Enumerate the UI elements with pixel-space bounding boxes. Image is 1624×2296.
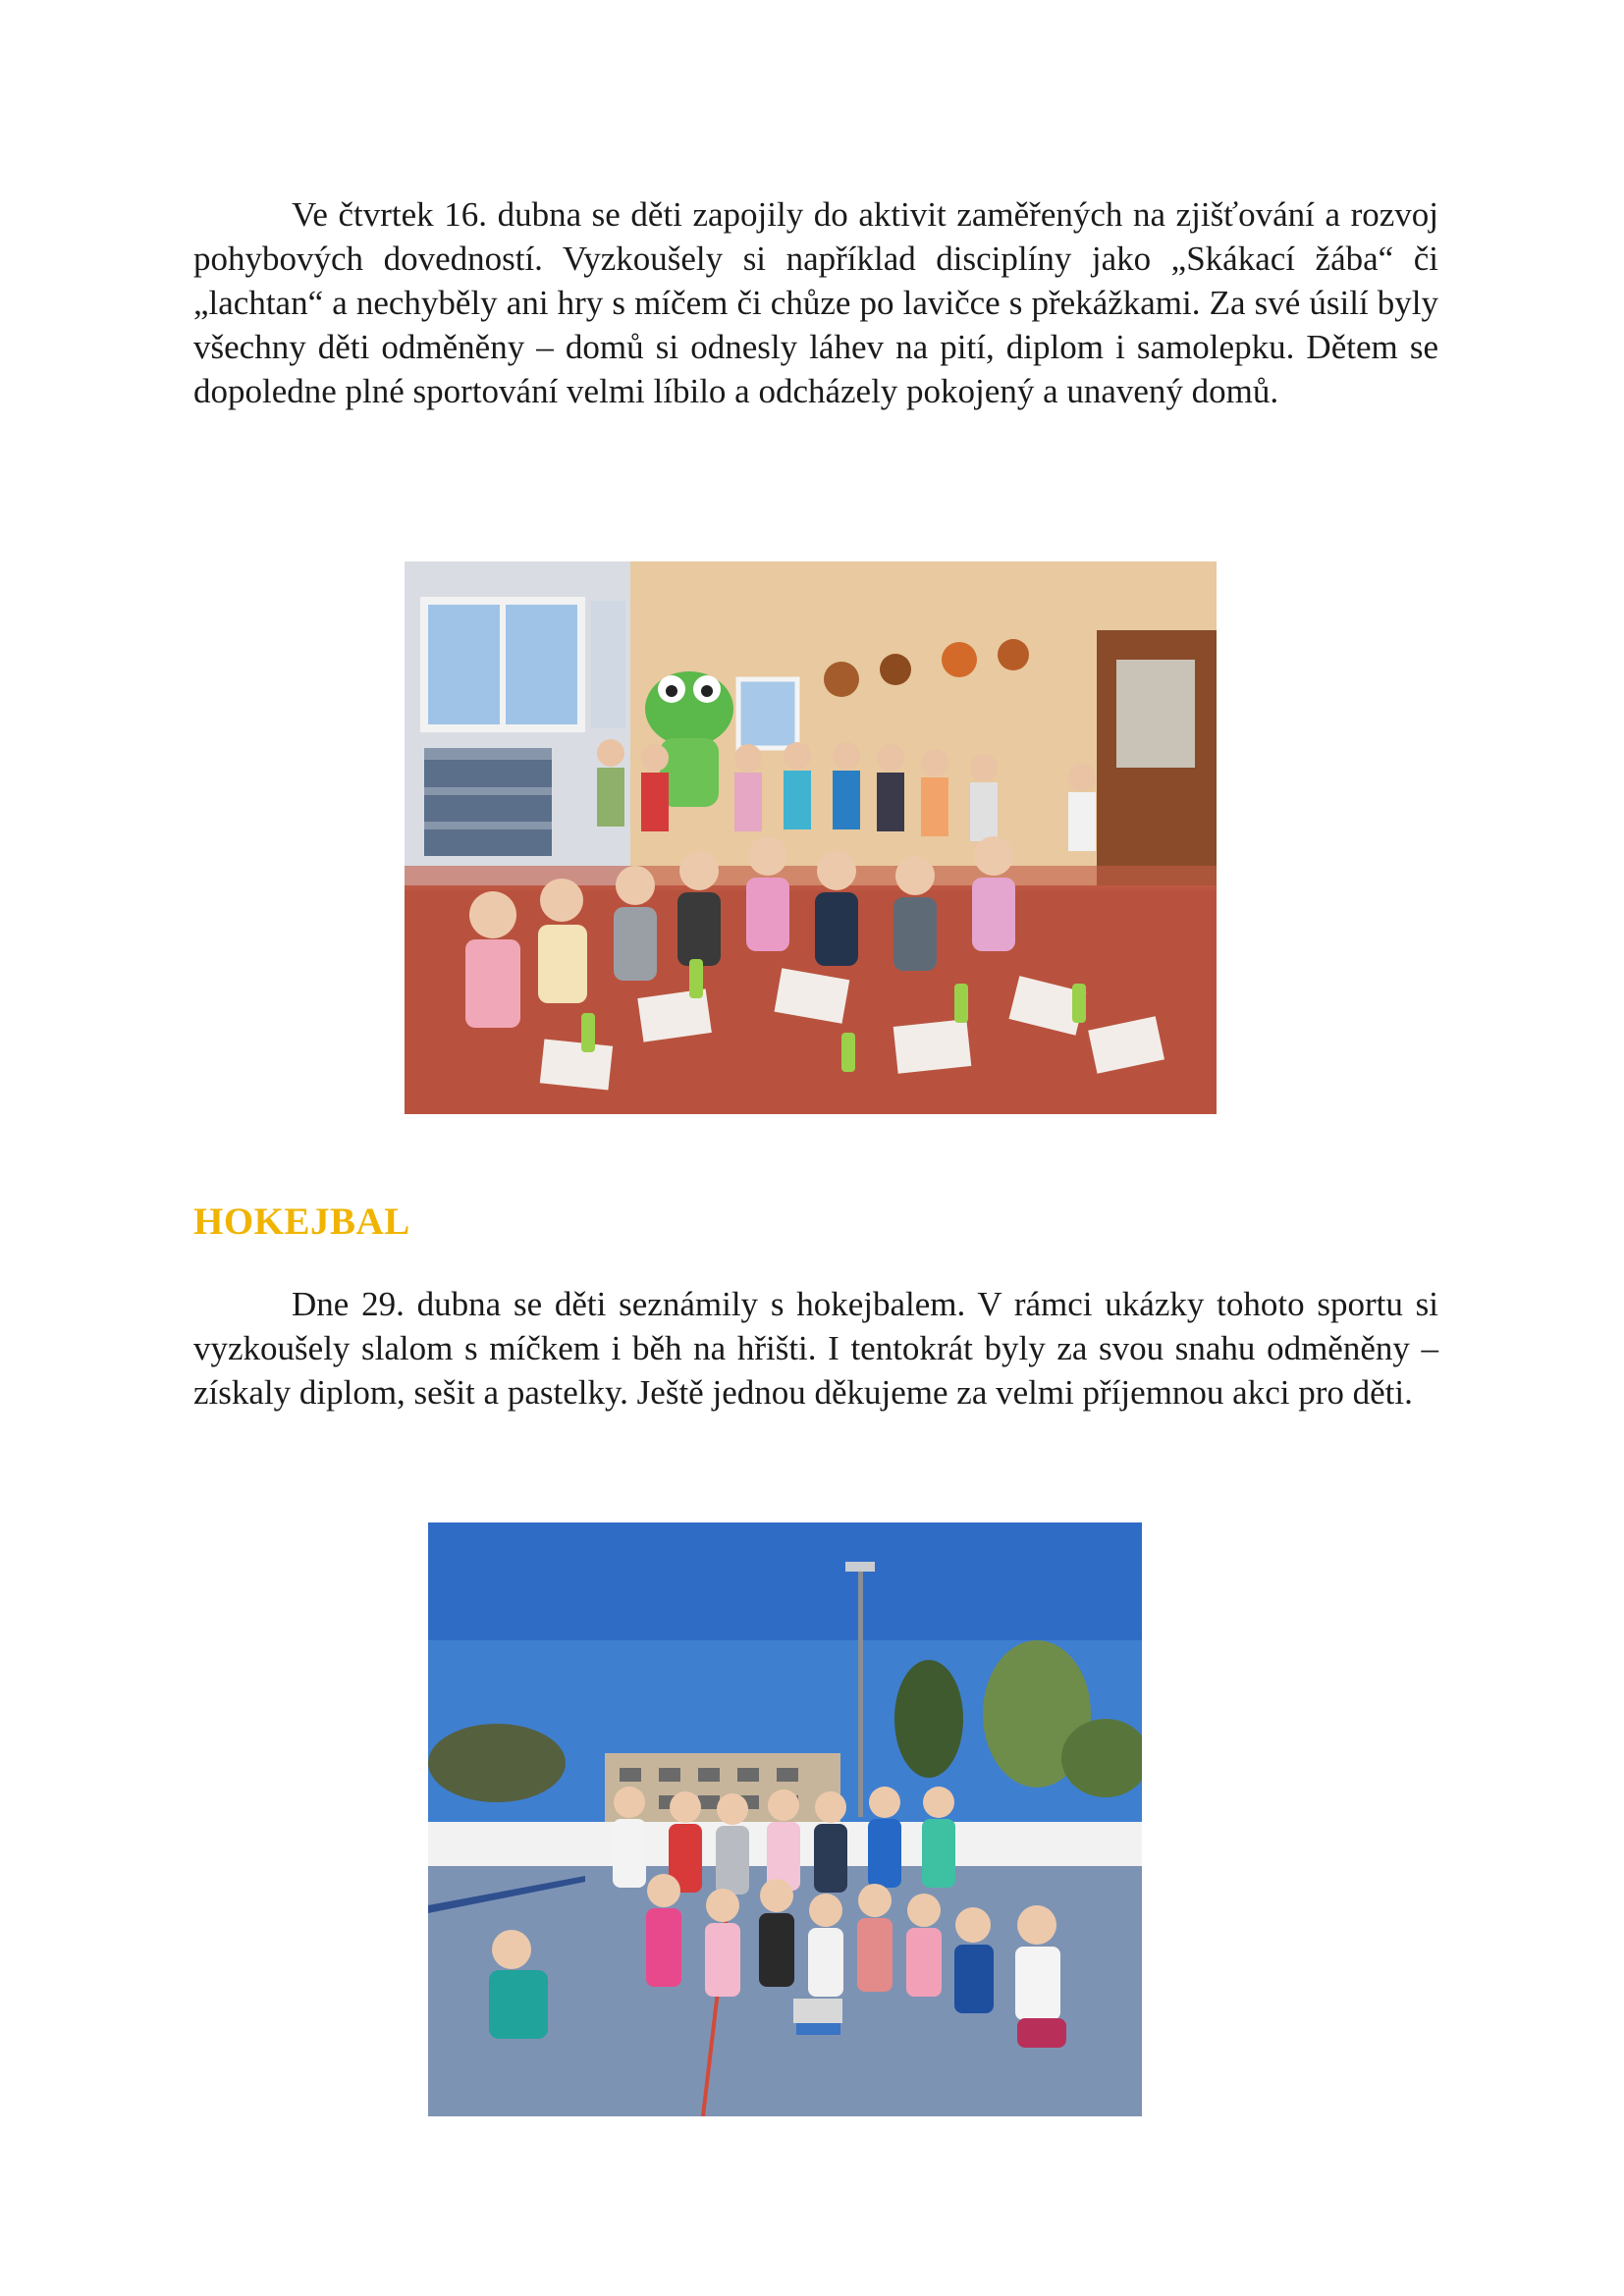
paragraph-frog-activities: Ve čtvrtek 16. dubna se děti zapojily do aktivit zaměřených na zjišťování a rozvoj pohybových dovedností. Vyzkoušely si například disciplíny jako „Skákací žába“ či „lachtan“ a nechyběly ani hry s míčem či chůze po lavičce s překážkami. Za své úsilí byly všechny děti odměněny – domů si odnesly láhev na pití, diplom i samolepku. Dětem se dopoledne plné sportování velmi líbilo a odcházely pokojený a unavený domů.: [193, 195, 1438, 410]
hokejbal-photo-illustration: [428, 1522, 1142, 2116]
photo-hokejbal-group: [428, 1522, 1142, 2116]
classroom-photo-illustration: [405, 561, 1217, 1114]
section-heading-hokejbal: HOKEJBAL: [193, 1201, 410, 1243]
photo-classroom-group: [405, 561, 1217, 1114]
paragraph-hokejbal: Dne 29. dubna se děti seznámily s hokejbalem. V rámci ukázky tohoto sportu si vyzkoušely slalom s míčkem i běh na hřišti. I tentokrát byly za svou snahu odměněny – získaly diplom, sešit a pastelky. Ještě jednou děkujeme za velmi příjemnou akci pro děti.: [193, 1285, 1438, 1412]
